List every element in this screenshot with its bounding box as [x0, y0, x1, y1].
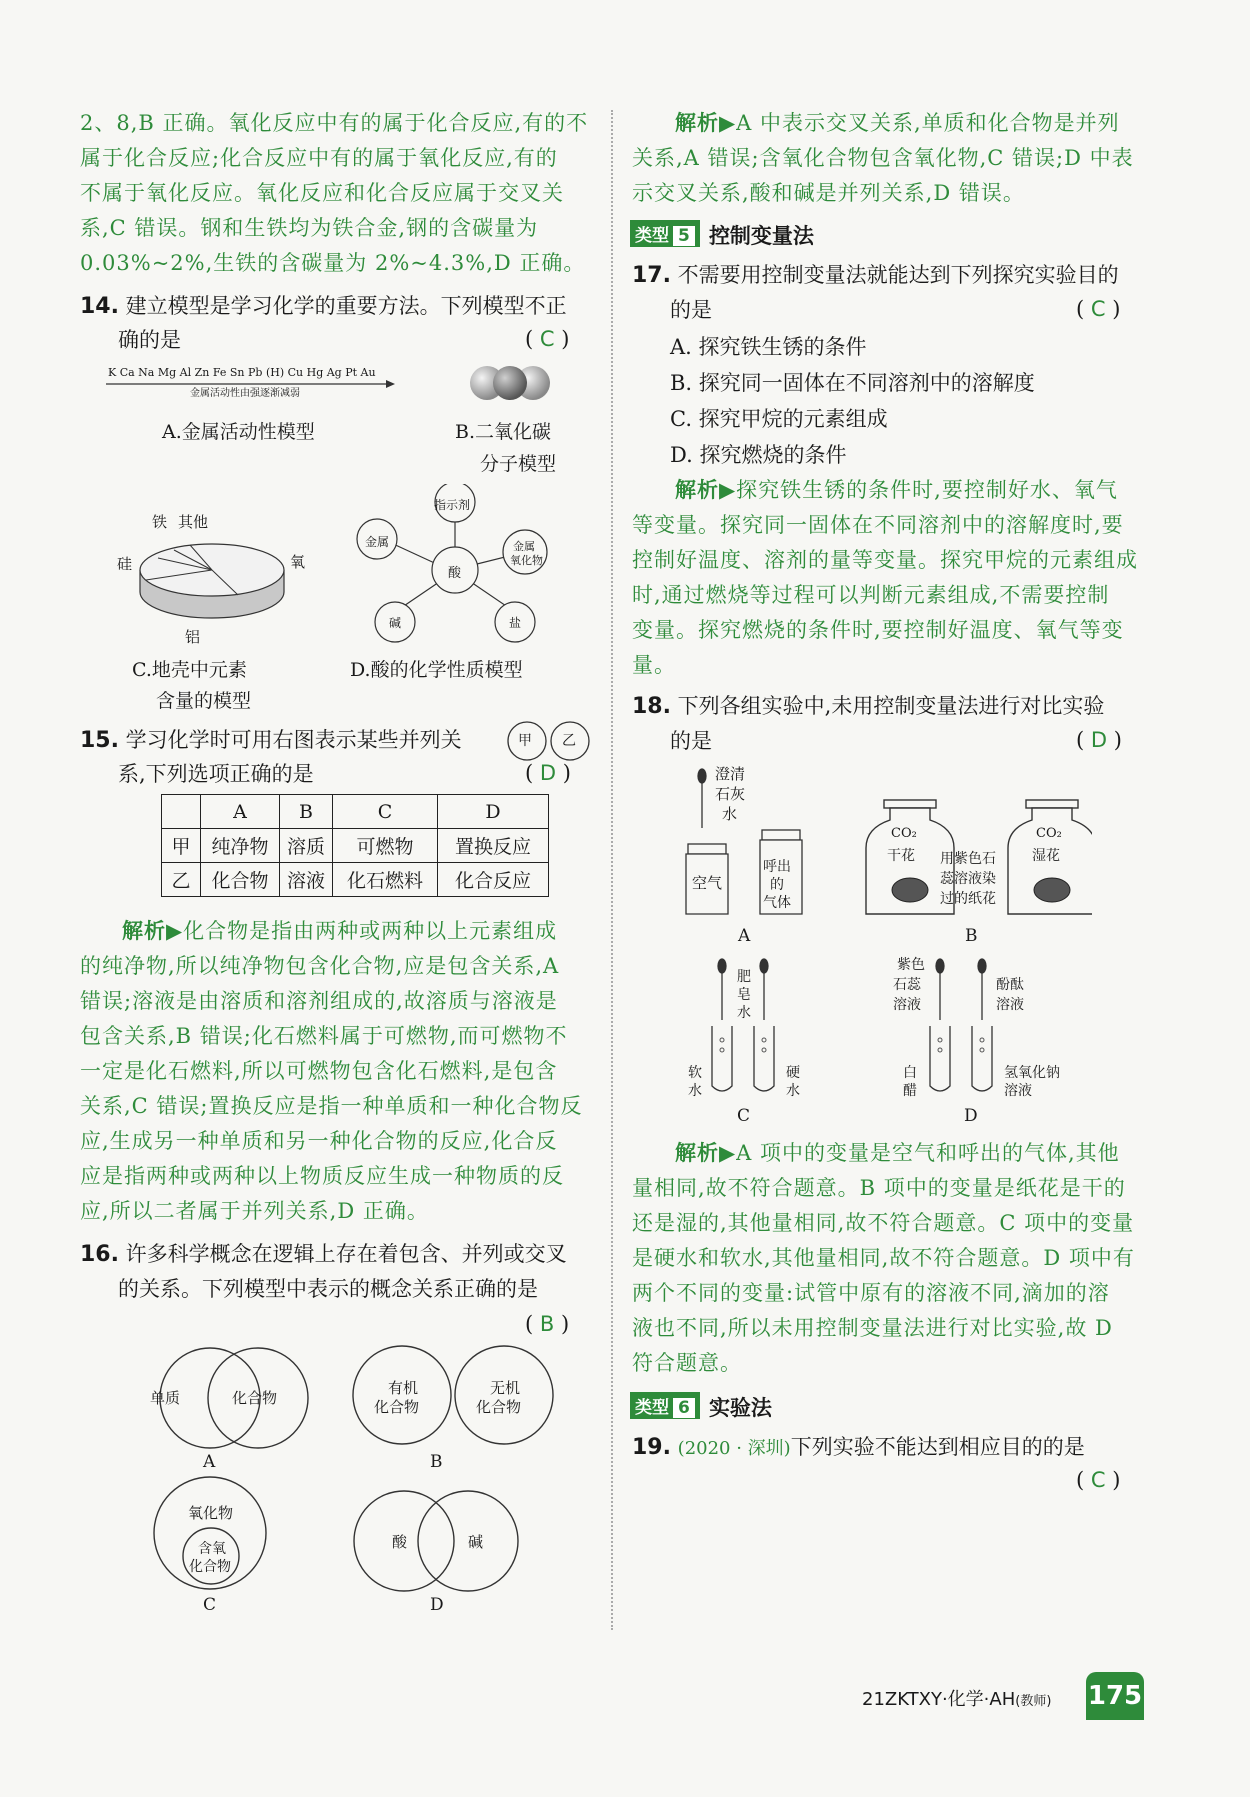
q15-line-1	[80, 727, 462, 754]
q19-source: (2020 · 深圳)	[677, 1438, 791, 1459]
q15-exp-line-6: 关系,C 错误;置换反应是指一种单质和一种化合物反	[80, 1094, 583, 1118]
q16-c-label-1: 氧化物	[188, 1504, 234, 1522]
q16-c-label-3: 化合物	[189, 1559, 231, 1575]
table-cell: 甲	[162, 829, 201, 863]
q18-exp-line-3: 还是湿的,其他量相同,故不符合题意。C 项中的变量	[632, 1211, 1135, 1235]
q15-number: 15.	[80, 728, 119, 753]
q18-answer: ( D )	[1076, 728, 1122, 752]
q18-b-label-4: 蕊溶液染	[940, 871, 996, 887]
q18-a-label-1: 澄清	[715, 765, 746, 783]
table-cell: 置换反应	[438, 829, 549, 863]
q16-a-label-1: 单质	[150, 1389, 181, 1407]
q14-label-a: A.金属活动性模型	[162, 421, 315, 443]
q18-b-label-2: 干花	[887, 848, 915, 864]
q15-exp-line-8: 应是指两种或两种以上物质反应生成一种物质的反	[80, 1164, 564, 1188]
acid-node-base: 碱	[389, 616, 402, 630]
table-cell: 化石燃料	[333, 863, 438, 897]
section-5-title: 控制变量法	[708, 224, 814, 248]
footer-code: 21ZKTXY·化学·AH(教师)	[862, 1689, 1052, 1710]
q18-b-label-5: 过的纸花	[940, 891, 996, 907]
section-6-title: 实验法	[708, 1396, 772, 1420]
pie-label-oxygen: 氧	[290, 553, 306, 571]
q17-exp-line-2: 等变量。探究同一固体在不同溶剂中的溶解度时,要	[632, 513, 1124, 537]
q14-label-c2: 含量的模型	[156, 690, 252, 712]
q18-d-label-9: 溶液	[1004, 1083, 1032, 1099]
q16-line-1	[80, 1241, 567, 1268]
q18-b-label-6: CO₂	[1036, 826, 1062, 841]
q18-d-label-5: 溶液	[996, 997, 1024, 1013]
q18-b-label-3: 用紫色石	[940, 851, 996, 867]
q16-a-caption: A	[203, 1452, 216, 1472]
table-row	[162, 863, 549, 897]
q19-answer: ( C )	[1076, 1468, 1121, 1492]
q18-b-label-1: CO₂	[891, 826, 917, 841]
q14-label-d: D.酸的化学性质模型	[350, 659, 523, 681]
q18-c-label-7: 水	[786, 1083, 800, 1099]
q15-exp-line-4: 包含关系,B 错误;化石燃料属于可燃物,而可燃物不	[80, 1024, 568, 1048]
q18-line-2: 的是	[670, 729, 712, 753]
q18-d-label-8: 氢氧化钠	[1004, 1065, 1060, 1081]
q16-b-label-3: 无机	[490, 1379, 521, 1397]
q19-line-1	[632, 1434, 1085, 1462]
q16-c-label-2: 含氧	[198, 1541, 226, 1557]
pie-label-aluminum: 铝	[185, 628, 201, 646]
q18-d-caption: D	[964, 1106, 978, 1126]
metal-caption: 金属活动性由强逐渐减弱	[190, 388, 300, 399]
section-5-badge: 类型 5	[630, 220, 700, 247]
acid-node-metal-oxide-1: 金属	[513, 540, 535, 553]
q16-number: 16.	[80, 1242, 119, 1267]
q18-c-label-4: 软	[688, 1065, 702, 1081]
q15-text-1: 学习化学时可用右图表示某些并列关	[125, 728, 462, 752]
q18-a-label-5: 呼出	[763, 859, 791, 875]
table-header-cell: A	[201, 795, 280, 829]
q16-answer: ( B )	[525, 1312, 570, 1336]
q18-exp-line-2: 量相同,故不符合题意。B 项中的变量是纸花是干的	[632, 1176, 1126, 1200]
q17-number: 17.	[632, 263, 671, 288]
acid-node-salt: 盐	[509, 616, 522, 630]
metal-series: K Ca Na Mg Al Zn Fe Sn Pb (H) Cu Hg Ag Pt Au	[108, 366, 376, 379]
q18-text-1: 下列各组实验中,未用控制变量法进行对比实验	[677, 694, 1105, 718]
q14-label-c1: C.地壳中元素	[132, 659, 247, 681]
cont-line-3: 不属于氧化反应。氧化反应和化合反应属于交叉关	[80, 181, 564, 205]
q18-b-caption: B	[965, 926, 978, 946]
acid-node-acid: 酸	[448, 566, 462, 581]
q17-line-1	[632, 262, 1119, 289]
q15-exp-line-7: 应,生成另一种单质和另一种化合物的反应,化合反	[80, 1129, 558, 1153]
q18-c-caption: C	[737, 1106, 751, 1126]
q14-number: 14.	[80, 294, 119, 319]
q16-text-1: 许多科学概念在逻辑上存在着包含、并列或交叉	[125, 1242, 567, 1266]
q16-d-label-2: 碱	[468, 1533, 484, 1551]
q18-d-label-4: 酚酞	[996, 977, 1024, 993]
q18-d-label-7: 醋	[903, 1083, 917, 1099]
q18-a-label-2: 石灰	[715, 785, 746, 803]
section-6-badge: 类型 6	[630, 1392, 700, 1419]
q16-b-label-1: 有机	[388, 1379, 419, 1397]
q16-exp-line-3: 示交叉关系,酸和碱是并列关系,D 错误。	[632, 181, 1025, 205]
q18-exp-line-7: 符合题意。	[632, 1351, 742, 1375]
q17-line-2: 的是	[670, 298, 712, 322]
table-row	[162, 829, 549, 863]
cont-line-4: 系,C 错误。钢和生铁均为铁合金,钢的含碳量为	[80, 216, 539, 240]
q16-exp-line-1: 解析▶A 中表示交叉关系,单质和化合物是并列	[675, 111, 1120, 135]
q18-exp-line-4: 是硬水和软水,其他量相同,故不符合题意。D 项中有	[632, 1246, 1135, 1270]
q18-a-label-4: 空气	[692, 874, 723, 892]
q18-d-label-2: 石蕊	[893, 977, 921, 993]
q18-a-label-3: 水	[722, 805, 738, 823]
q18-a-label-6: 的	[770, 877, 784, 893]
q17-jiexi-label: 解析▶	[675, 478, 737, 502]
q18-exp-line-6: 液也不同,所以未用控制变量法进行对比实验,故 D	[632, 1316, 1113, 1340]
q17-exp-line-3: 控制好温度、溶剂的量等变量。探究甲烷的元素组成	[632, 548, 1138, 572]
q18-c-label-2: 皂	[737, 987, 751, 1003]
q15-exp-line-3: 错误;溶液是由溶质和溶剂组成的,故溶质与溶液是	[80, 989, 558, 1013]
table-header-cell	[162, 795, 201, 829]
q15-jiexi-label: 解析▶	[122, 919, 184, 943]
q16-a-label-2: 化合物	[232, 1389, 278, 1407]
q17-exp-line-5: 变量。探究燃烧的条件时,要控制好温度、氧气等变	[632, 618, 1124, 642]
q16-jiexi-label: 解析▶	[675, 111, 737, 135]
circle-label-yi: 乙	[562, 733, 576, 749]
cont-line-2: 属于化合反应;化合反应中有的属于氧化反应,有的	[80, 146, 558, 170]
cont-line-5: 0.03%~2%,生铁的含碳量为 2%~4.3%,D 正确。	[80, 251, 586, 275]
table-cell: 可燃物	[333, 829, 438, 863]
q16-c-caption: C	[203, 1595, 217, 1615]
q17-option-a: A. 探究铁生锈的条件	[670, 335, 867, 359]
q16-exp-line-2: 关系,A 错误;含氧化合物包含氧化物,C 错误;D 中表	[632, 146, 1134, 170]
footer-role: (教师)	[1015, 1694, 1052, 1709]
q16-b-label-2: 化合物	[374, 1398, 420, 1416]
q18-line-1	[632, 693, 1104, 720]
table-header-cell: B	[280, 795, 333, 829]
q18-c-apparatus	[706, 958, 796, 1098]
q14-label-b2: 分子模型	[480, 453, 557, 475]
table-cell: 化合物	[201, 863, 280, 897]
q18-c-label-6: 硬	[786, 1065, 800, 1081]
crust-pie-chart	[138, 530, 288, 630]
q18-a-label-7: 气体	[763, 895, 791, 911]
circle-label-jia: 甲	[518, 733, 532, 749]
q17-option-b: B. 探究同一固体在不同溶剂中的溶解度	[670, 371, 1035, 395]
q15-line-2: 系,下列选项正确的是	[118, 762, 314, 786]
q15-exp-line-9: 应,所以二者属于并列关系,D 正确。	[80, 1199, 429, 1223]
table-row	[162, 795, 549, 829]
q16-b-caption: B	[430, 1452, 443, 1472]
q18-exp-line-5: 两个不同的变量:试管中原有的溶液不同,滴加的溶	[632, 1281, 1110, 1305]
q16-d-caption: D	[430, 1595, 444, 1615]
q18-b-label-7: 湿花	[1032, 848, 1060, 864]
q18-exp-line-1: 解析▶A 项中的变量是空气和呼出的气体,其他	[675, 1141, 1120, 1165]
q17-text-1: 不需要用控制变量法就能达到下列探究实验目的	[677, 263, 1119, 287]
q18-d-label-6: 白	[903, 1065, 917, 1081]
acid-node-metal-oxide-2: 氧化物	[510, 554, 543, 567]
acid-node-indicator: 指示剂	[434, 498, 471, 512]
q14-answer: ( C )	[525, 327, 570, 351]
pie-label-other: 其他	[178, 513, 209, 531]
table-header-cell: C	[333, 795, 438, 829]
q18-a-caption: A	[738, 926, 751, 946]
q19-number: 19.	[632, 1435, 671, 1460]
q18-c-label-5: 水	[688, 1083, 702, 1099]
q14-label-b1: B.二氧化碳	[455, 421, 552, 443]
pie-label-silicon: 硅	[117, 555, 133, 573]
q16-d-label-1: 酸	[392, 1533, 408, 1551]
q18-number: 18.	[632, 694, 671, 719]
q17-exp-line-1: 解析▶探究铁生锈的条件时,要控制好水、氧气	[675, 478, 1118, 502]
q17-exp-line-4: 时,通过燃烧等过程可以判断元素组成,不需要控制	[632, 583, 1110, 607]
q18-d-label-3: 溶液	[893, 997, 921, 1013]
section-5-heading	[630, 220, 814, 250]
cont-line-1: 2、8,B 正确。氧化反应中有的属于化合反应,有的不	[80, 111, 589, 135]
q19-text-1: 下列实验不能达到相应目的的是	[790, 1435, 1085, 1459]
q15-answer: ( D )	[525, 761, 571, 785]
q17-option-c: C. 探究甲烷的元素组成	[670, 407, 888, 431]
q15-exp-line-2: 的纯净物,所以纯净物包含化合物,应是包含关系,A	[80, 954, 560, 978]
q16-b-label-4: 化合物	[476, 1398, 522, 1416]
q14-line-2: 确的是	[118, 328, 181, 352]
table-cell: 溶液	[280, 863, 333, 897]
q16-line-2: 的关系。下列模型中表示的概念关系正确的是	[118, 1277, 538, 1301]
table-header-cell: D	[438, 795, 549, 829]
q17-answer: ( C )	[1076, 297, 1121, 321]
co2-molecule-icon	[468, 364, 552, 402]
page-number: 175	[1086, 1672, 1144, 1720]
q18-d-label-1: 紫色	[897, 957, 925, 973]
table-cell: 乙	[162, 863, 201, 897]
column-divider	[611, 110, 613, 1630]
q17-exp-line-6: 量。	[632, 653, 676, 677]
table-cell: 溶质	[280, 829, 333, 863]
q15-exp-line-1: 解析▶化合物是指由两种或两种以上元素组成	[122, 919, 558, 943]
q14-line-1	[80, 293, 567, 320]
q17-option-d: D. 探究燃烧的条件	[670, 443, 847, 467]
q18-c-label-1: 肥	[737, 969, 751, 985]
table-cell: 化合反应	[438, 863, 549, 897]
acid-node-metal: 金属	[365, 535, 390, 549]
q15-table	[161, 794, 549, 897]
section-6-heading	[630, 1392, 772, 1422]
pie-label-iron: 铁	[152, 513, 168, 531]
q18-jiexi-label: 解析▶	[675, 1141, 737, 1165]
q14-text-1: 建立模型是学习化学的重要方法。下列模型不正	[125, 294, 567, 318]
q15-exp-line-5: 一定是化石燃料,所以可燃物包含化石燃料,是包含	[80, 1059, 558, 1083]
q18-c-label-3: 水	[737, 1005, 751, 1021]
table-cell: 纯净物	[201, 829, 280, 863]
